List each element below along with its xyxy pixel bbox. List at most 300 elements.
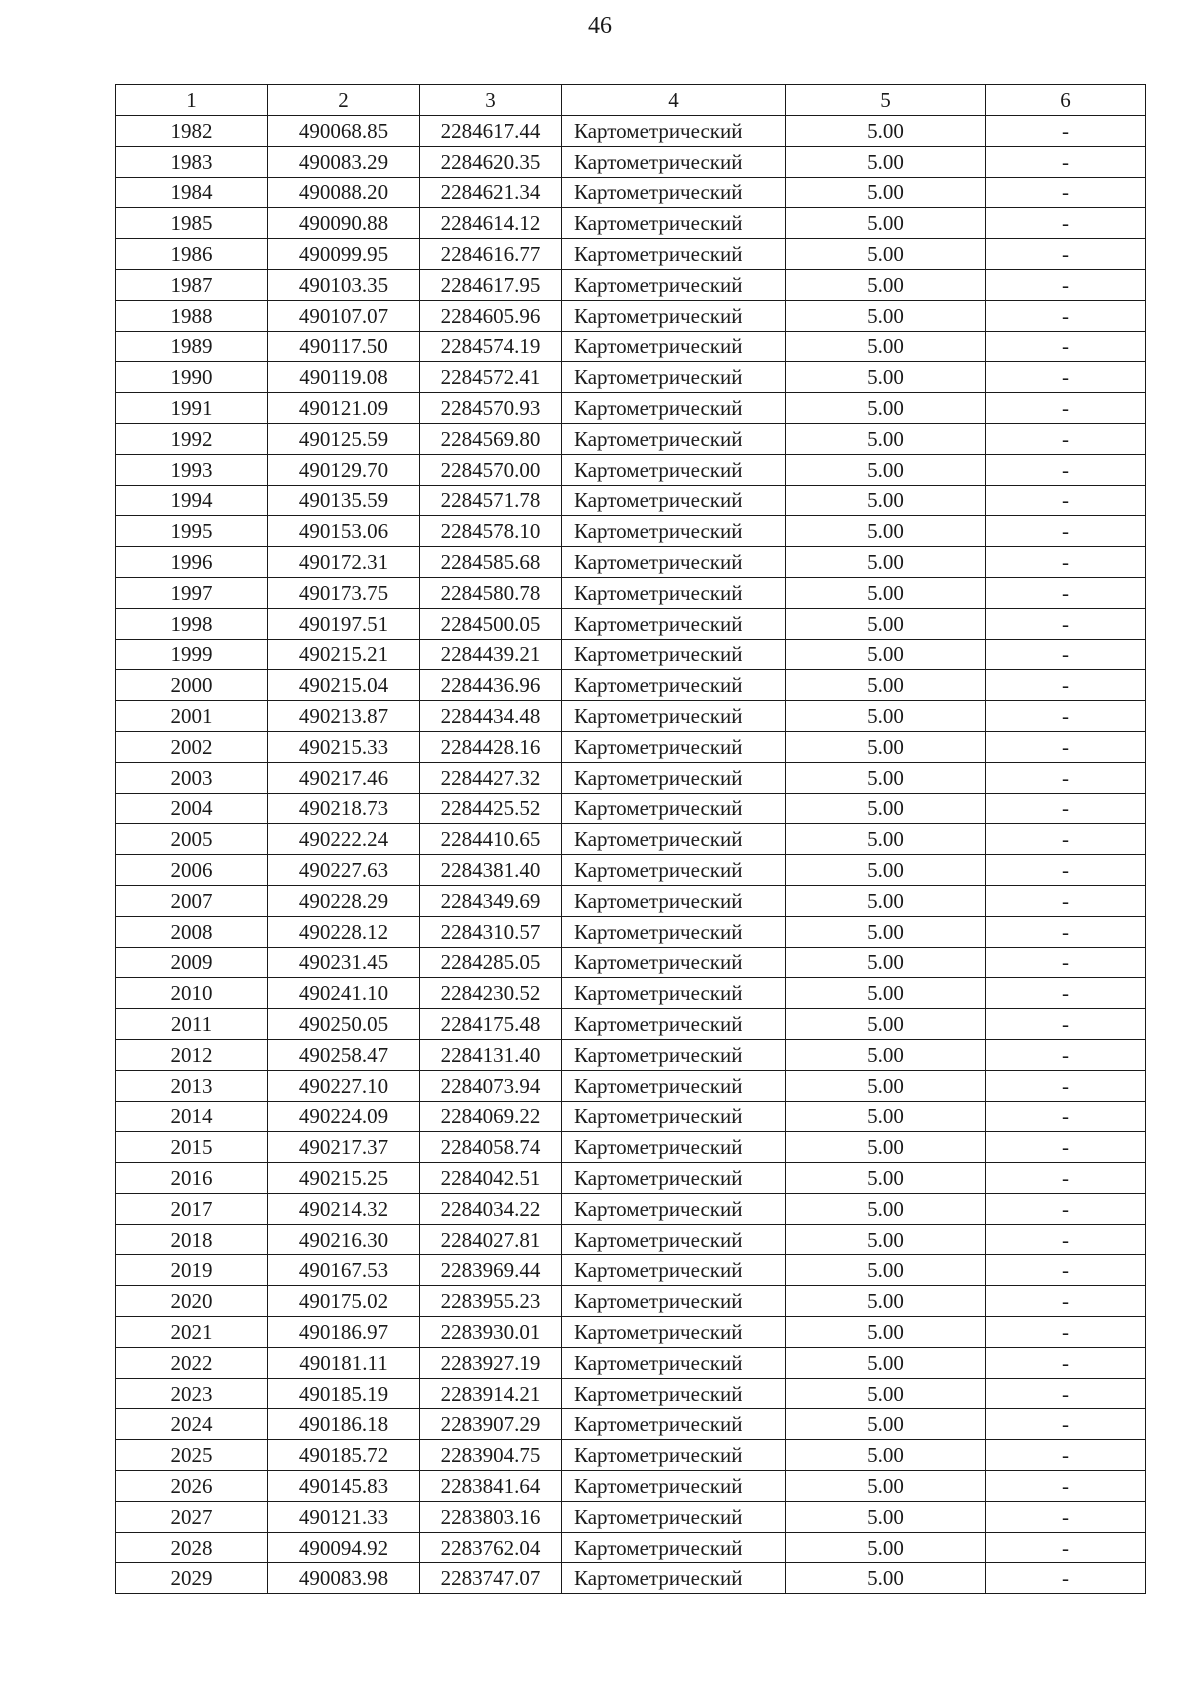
note-cell: - [986, 1347, 1146, 1378]
point-number-cell: 2005 [116, 824, 268, 855]
method-cell: Картометрический [562, 639, 786, 670]
note-cell: - [986, 208, 1146, 239]
x-coordinate-cell: 490121.33 [268, 1501, 420, 1532]
accuracy-cell: 5.00 [786, 239, 986, 270]
method-cell: Картометрический [562, 1471, 786, 1502]
x-coordinate-cell: 490173.75 [268, 577, 420, 608]
table-row [116, 393, 1146, 424]
x-coordinate-cell: 490121.09 [268, 393, 420, 424]
method-cell: Картометрический [562, 577, 786, 608]
accuracy-cell: 5.00 [786, 916, 986, 947]
table-row [116, 516, 1146, 547]
accuracy-cell: 5.00 [786, 608, 986, 639]
x-coordinate-cell: 490250.05 [268, 1009, 420, 1040]
y-coordinate-cell: 2284349.69 [420, 885, 562, 916]
x-coordinate-cell: 490172.31 [268, 547, 420, 578]
accuracy-cell: 5.00 [786, 393, 986, 424]
accuracy-cell: 5.00 [786, 1378, 986, 1409]
y-coordinate-cell: 2284439.21 [420, 639, 562, 670]
accuracy-cell: 5.00 [786, 1132, 986, 1163]
y-coordinate-cell: 2284027.81 [420, 1224, 562, 1255]
accuracy-cell: 5.00 [786, 1255, 986, 1286]
point-number-cell: 1993 [116, 454, 268, 485]
x-coordinate-cell: 490099.95 [268, 239, 420, 270]
note-cell: - [986, 1101, 1146, 1132]
note-cell: - [986, 793, 1146, 824]
table-row [116, 793, 1146, 824]
point-number-cell: 1999 [116, 639, 268, 670]
point-number-cell: 1987 [116, 269, 268, 300]
y-coordinate-cell: 2284410.65 [420, 824, 562, 855]
table-row [116, 1501, 1146, 1532]
x-coordinate-cell: 490215.04 [268, 670, 420, 701]
point-number-cell: 1984 [116, 177, 268, 208]
point-number-cell: 2008 [116, 916, 268, 947]
table-row [116, 608, 1146, 639]
x-coordinate-cell: 490218.73 [268, 793, 420, 824]
table-row [116, 1347, 1146, 1378]
y-coordinate-cell: 2284285.05 [420, 947, 562, 978]
note-cell: - [986, 300, 1146, 331]
accuracy-cell: 5.00 [786, 1317, 986, 1348]
note-cell: - [986, 269, 1146, 300]
table-row [116, 116, 1146, 147]
point-number-cell: 2002 [116, 731, 268, 762]
point-number-cell: 2006 [116, 855, 268, 886]
table-row [116, 146, 1146, 177]
accuracy-cell: 5.00 [786, 423, 986, 454]
point-number-cell: 2025 [116, 1440, 268, 1471]
x-coordinate-cell: 490125.59 [268, 423, 420, 454]
x-coordinate-cell: 490153.06 [268, 516, 420, 547]
point-number-cell: 2000 [116, 670, 268, 701]
x-coordinate-cell: 490228.29 [268, 885, 420, 916]
method-cell: Картометрический [562, 855, 786, 886]
point-number-cell: 2004 [116, 793, 268, 824]
table-row [116, 762, 1146, 793]
note-cell: - [986, 1132, 1146, 1163]
y-coordinate-cell: 2284570.93 [420, 393, 562, 424]
point-number-cell: 1982 [116, 116, 268, 147]
y-coordinate-cell: 2284230.52 [420, 978, 562, 1009]
point-number-cell: 1997 [116, 577, 268, 608]
column-header: 1 [116, 85, 268, 116]
method-cell: Картометрический [562, 116, 786, 147]
table-row [116, 701, 1146, 732]
table-row [116, 1101, 1146, 1132]
table-row [116, 1317, 1146, 1348]
table-row [116, 208, 1146, 239]
method-cell: Картометрический [562, 485, 786, 516]
accuracy-cell: 5.00 [786, 1039, 986, 1070]
method-cell: Картометрический [562, 1532, 786, 1563]
method-cell: Картометрический [562, 947, 786, 978]
accuracy-cell: 5.00 [786, 177, 986, 208]
table-row [116, 362, 1146, 393]
y-coordinate-cell: 2284571.78 [420, 485, 562, 516]
method-cell: Картометрический [562, 269, 786, 300]
x-coordinate-cell: 490216.30 [268, 1224, 420, 1255]
point-number-cell: 2028 [116, 1532, 268, 1563]
note-cell: - [986, 824, 1146, 855]
method-cell: Картометрический [562, 362, 786, 393]
y-coordinate-cell: 2284578.10 [420, 516, 562, 547]
table-row [116, 670, 1146, 701]
accuracy-cell: 5.00 [786, 701, 986, 732]
point-number-cell: 2026 [116, 1471, 268, 1502]
table-row [116, 1009, 1146, 1040]
method-cell: Картометрический [562, 824, 786, 855]
note-cell: - [986, 146, 1146, 177]
accuracy-cell: 5.00 [786, 1440, 986, 1471]
accuracy-cell: 5.00 [786, 885, 986, 916]
point-number-cell: 2016 [116, 1163, 268, 1194]
method-cell: Картометрический [562, 762, 786, 793]
note-cell: - [986, 485, 1146, 516]
accuracy-cell: 5.00 [786, 731, 986, 762]
note-cell: - [986, 762, 1146, 793]
x-coordinate-cell: 490088.20 [268, 177, 420, 208]
point-number-cell: 1998 [116, 608, 268, 639]
table-row [116, 1039, 1146, 1070]
method-cell: Картометрический [562, 1286, 786, 1317]
accuracy-cell: 5.00 [786, 577, 986, 608]
note-cell: - [986, 1378, 1146, 1409]
page-number: 46 [588, 13, 612, 39]
point-number-cell: 2020 [116, 1286, 268, 1317]
x-coordinate-cell: 490083.98 [268, 1563, 420, 1594]
y-coordinate-cell: 2284434.48 [420, 701, 562, 732]
method-cell: Картометрический [562, 331, 786, 362]
y-coordinate-cell: 2284617.95 [420, 269, 562, 300]
y-coordinate-cell: 2284310.57 [420, 916, 562, 947]
y-coordinate-cell: 2283927.19 [420, 1347, 562, 1378]
y-coordinate-cell: 2284069.22 [420, 1101, 562, 1132]
x-coordinate-cell: 490186.97 [268, 1317, 420, 1348]
x-coordinate-cell: 490175.02 [268, 1286, 420, 1317]
y-coordinate-cell: 2284175.48 [420, 1009, 562, 1040]
note-cell: - [986, 1163, 1146, 1194]
x-coordinate-cell: 490185.19 [268, 1378, 420, 1409]
accuracy-cell: 5.00 [786, 547, 986, 578]
x-coordinate-cell: 490135.59 [268, 485, 420, 516]
column-header: 3 [420, 85, 562, 116]
point-number-cell: 2018 [116, 1224, 268, 1255]
method-cell: Картометрический [562, 1255, 786, 1286]
point-number-cell: 2009 [116, 947, 268, 978]
accuracy-cell: 5.00 [786, 362, 986, 393]
point-number-cell: 2012 [116, 1039, 268, 1070]
method-cell: Картометрический [562, 608, 786, 639]
y-coordinate-cell: 2284621.34 [420, 177, 562, 208]
x-coordinate-cell: 490181.11 [268, 1347, 420, 1378]
table-body [116, 116, 1146, 1594]
note-cell: - [986, 947, 1146, 978]
point-number-cell: 2010 [116, 978, 268, 1009]
y-coordinate-cell: 2284569.80 [420, 423, 562, 454]
x-coordinate-cell: 490231.45 [268, 947, 420, 978]
note-cell: - [986, 1039, 1146, 1070]
method-cell: Картометрический [562, 1563, 786, 1594]
table-row [116, 1471, 1146, 1502]
method-cell: Картометрический [562, 701, 786, 732]
x-coordinate-cell: 490241.10 [268, 978, 420, 1009]
table-row [116, 885, 1146, 916]
y-coordinate-cell: 2283904.75 [420, 1440, 562, 1471]
point-number-cell: 2015 [116, 1132, 268, 1163]
note-cell: - [986, 362, 1146, 393]
x-coordinate-cell: 490145.83 [268, 1471, 420, 1502]
table-header-row [116, 85, 1146, 116]
table-row [116, 1532, 1146, 1563]
table-row [116, 978, 1146, 1009]
method-cell: Картометрический [562, 146, 786, 177]
method-cell: Картометрический [562, 1317, 786, 1348]
note-cell: - [986, 639, 1146, 670]
table-row [116, 423, 1146, 454]
y-coordinate-cell: 2283955.23 [420, 1286, 562, 1317]
method-cell: Картометрический [562, 731, 786, 762]
y-coordinate-cell: 2283803.16 [420, 1501, 562, 1532]
x-coordinate-cell: 490215.21 [268, 639, 420, 670]
x-coordinate-cell: 490083.29 [268, 146, 420, 177]
table-row [116, 1286, 1146, 1317]
column-header: 2 [268, 85, 420, 116]
note-cell: - [986, 701, 1146, 732]
accuracy-cell: 5.00 [786, 1501, 986, 1532]
y-coordinate-cell: 2284572.41 [420, 362, 562, 393]
note-cell: - [986, 1440, 1146, 1471]
x-coordinate-cell: 490197.51 [268, 608, 420, 639]
x-coordinate-cell: 490214.32 [268, 1193, 420, 1224]
method-cell: Картометрический [562, 916, 786, 947]
note-cell: - [986, 885, 1146, 916]
method-cell: Картометрический [562, 670, 786, 701]
table-row [116, 947, 1146, 978]
point-number-cell: 1992 [116, 423, 268, 454]
method-cell: Картометрический [562, 239, 786, 270]
note-cell: - [986, 916, 1146, 947]
note-cell: - [986, 423, 1146, 454]
y-coordinate-cell: 2284425.52 [420, 793, 562, 824]
note-cell: - [986, 577, 1146, 608]
table-row [116, 300, 1146, 331]
x-coordinate-cell: 490222.24 [268, 824, 420, 855]
y-coordinate-cell: 2283762.04 [420, 1532, 562, 1563]
note-cell: - [986, 1317, 1146, 1348]
y-coordinate-cell: 2284073.94 [420, 1070, 562, 1101]
accuracy-cell: 5.00 [786, 116, 986, 147]
method-cell: Картометрический [562, 1409, 786, 1440]
method-cell: Картометрический [562, 1132, 786, 1163]
y-coordinate-cell: 2283907.29 [420, 1409, 562, 1440]
note-cell: - [986, 177, 1146, 208]
x-coordinate-cell: 490119.08 [268, 362, 420, 393]
point-number-cell: 2019 [116, 1255, 268, 1286]
note-cell: - [986, 1224, 1146, 1255]
method-cell: Картометрический [562, 300, 786, 331]
method-cell: Картометрический [562, 1193, 786, 1224]
method-cell: Картометрический [562, 516, 786, 547]
table-row [116, 1255, 1146, 1286]
x-coordinate-cell: 490117.50 [268, 331, 420, 362]
point-number-cell: 2011 [116, 1009, 268, 1040]
y-coordinate-cell: 2284570.00 [420, 454, 562, 485]
x-coordinate-cell: 490185.72 [268, 1440, 420, 1471]
method-cell: Картометрический [562, 1347, 786, 1378]
x-coordinate-cell: 490258.47 [268, 1039, 420, 1070]
column-header: 6 [986, 85, 1146, 116]
accuracy-cell: 5.00 [786, 1347, 986, 1378]
y-coordinate-cell: 2284500.05 [420, 608, 562, 639]
x-coordinate-cell: 490167.53 [268, 1255, 420, 1286]
note-cell: - [986, 1286, 1146, 1317]
table-row [116, 177, 1146, 208]
method-cell: Картометрический [562, 978, 786, 1009]
accuracy-cell: 5.00 [786, 1193, 986, 1224]
accuracy-cell: 5.00 [786, 1471, 986, 1502]
column-header: 4 [562, 85, 786, 116]
note-cell: - [986, 1255, 1146, 1286]
table-row [116, 855, 1146, 886]
table-row [116, 1378, 1146, 1409]
table-row [116, 331, 1146, 362]
point-number-cell: 2007 [116, 885, 268, 916]
note-cell: - [986, 1070, 1146, 1101]
y-coordinate-cell: 2284605.96 [420, 300, 562, 331]
accuracy-cell: 5.00 [786, 454, 986, 485]
accuracy-cell: 5.00 [786, 146, 986, 177]
point-number-cell: 1988 [116, 300, 268, 331]
method-cell: Картометрический [562, 177, 786, 208]
accuracy-cell: 5.00 [786, 762, 986, 793]
note-cell: - [986, 608, 1146, 639]
method-cell: Картометрический [562, 1163, 786, 1194]
point-number-cell: 2029 [116, 1563, 268, 1594]
note-cell: - [986, 516, 1146, 547]
y-coordinate-cell: 2283914.21 [420, 1378, 562, 1409]
point-number-cell: 2021 [116, 1317, 268, 1348]
accuracy-cell: 5.00 [786, 1409, 986, 1440]
point-number-cell: 2024 [116, 1409, 268, 1440]
x-coordinate-cell: 490094.92 [268, 1532, 420, 1563]
note-cell: - [986, 1501, 1146, 1532]
method-cell: Картометрический [562, 1378, 786, 1409]
accuracy-cell: 5.00 [786, 824, 986, 855]
y-coordinate-cell: 2284585.68 [420, 547, 562, 578]
note-cell: - [986, 454, 1146, 485]
y-coordinate-cell: 2284574.19 [420, 331, 562, 362]
y-coordinate-cell: 2284381.40 [420, 855, 562, 886]
y-coordinate-cell: 2284131.40 [420, 1039, 562, 1070]
coordinates-table [115, 84, 1146, 1594]
x-coordinate-cell: 490217.46 [268, 762, 420, 793]
table-row [116, 454, 1146, 485]
point-number-cell: 1986 [116, 239, 268, 270]
note-cell: - [986, 239, 1146, 270]
method-cell: Картометрический [562, 1224, 786, 1255]
accuracy-cell: 5.00 [786, 1101, 986, 1132]
accuracy-cell: 5.00 [786, 516, 986, 547]
y-coordinate-cell: 2283930.01 [420, 1317, 562, 1348]
point-number-cell: 1995 [116, 516, 268, 547]
note-cell: - [986, 331, 1146, 362]
table-row [116, 1163, 1146, 1194]
point-number-cell: 1994 [116, 485, 268, 516]
note-cell: - [986, 670, 1146, 701]
accuracy-cell: 5.00 [786, 1532, 986, 1563]
y-coordinate-cell: 2284617.44 [420, 116, 562, 147]
table-row [116, 1409, 1146, 1440]
note-cell: - [986, 978, 1146, 1009]
note-cell: - [986, 547, 1146, 578]
table-row [116, 547, 1146, 578]
table-row [116, 731, 1146, 762]
y-coordinate-cell: 2284034.22 [420, 1193, 562, 1224]
y-coordinate-cell: 2283747.07 [420, 1563, 562, 1594]
method-cell: Картометрический [562, 393, 786, 424]
accuracy-cell: 5.00 [786, 485, 986, 516]
x-coordinate-cell: 490228.12 [268, 916, 420, 947]
accuracy-cell: 5.00 [786, 978, 986, 1009]
method-cell: Картометрический [562, 1440, 786, 1471]
accuracy-cell: 5.00 [786, 670, 986, 701]
x-coordinate-cell: 490215.25 [268, 1163, 420, 1194]
point-number-cell: 1996 [116, 547, 268, 578]
method-cell: Картометрический [562, 423, 786, 454]
accuracy-cell: 5.00 [786, 1563, 986, 1594]
table-row [116, 916, 1146, 947]
accuracy-cell: 5.00 [786, 639, 986, 670]
note-cell: - [986, 1471, 1146, 1502]
x-coordinate-cell: 490129.70 [268, 454, 420, 485]
table-row [116, 485, 1146, 516]
table-row [116, 639, 1146, 670]
y-coordinate-cell: 2283841.64 [420, 1471, 562, 1502]
method-cell: Картометрический [562, 793, 786, 824]
point-number-cell: 2003 [116, 762, 268, 793]
method-cell: Картометрический [562, 1039, 786, 1070]
x-coordinate-cell: 490186.18 [268, 1409, 420, 1440]
note-cell: - [986, 116, 1146, 147]
x-coordinate-cell: 490068.85 [268, 116, 420, 147]
table-row [116, 824, 1146, 855]
x-coordinate-cell: 490213.87 [268, 701, 420, 732]
table-row [116, 577, 1146, 608]
y-coordinate-cell: 2284042.51 [420, 1163, 562, 1194]
x-coordinate-cell: 490224.09 [268, 1101, 420, 1132]
accuracy-cell: 5.00 [786, 300, 986, 331]
table-row [116, 1563, 1146, 1594]
accuracy-cell: 5.00 [786, 1070, 986, 1101]
point-number-cell: 2023 [116, 1378, 268, 1409]
x-coordinate-cell: 490103.35 [268, 269, 420, 300]
y-coordinate-cell: 2284616.77 [420, 239, 562, 270]
x-coordinate-cell: 490217.37 [268, 1132, 420, 1163]
note-cell: - [986, 1409, 1146, 1440]
point-number-cell: 1989 [116, 331, 268, 362]
method-cell: Картометрический [562, 1501, 786, 1532]
note-cell: - [986, 1009, 1146, 1040]
accuracy-cell: 5.00 [786, 855, 986, 886]
note-cell: - [986, 1563, 1146, 1594]
accuracy-cell: 5.00 [786, 793, 986, 824]
note-cell: - [986, 393, 1146, 424]
y-coordinate-cell: 2284436.96 [420, 670, 562, 701]
method-cell: Картометрический [562, 454, 786, 485]
accuracy-cell: 5.00 [786, 1224, 986, 1255]
method-cell: Картометрический [562, 1009, 786, 1040]
